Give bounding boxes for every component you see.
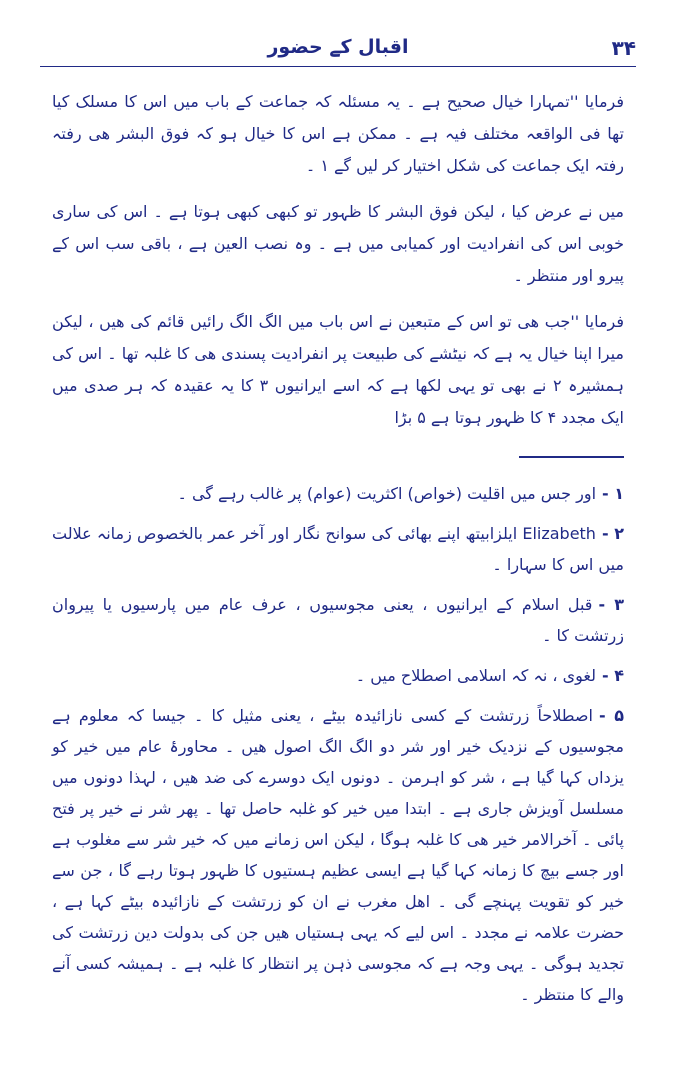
footnote-text: قبل اسلام کے ایرانیوں ، یعنی مجوسیوں ، عرف عام میں پارسیوں یا پیروان زرتشت کا ۔	[52, 595, 624, 645]
paragraph: میں نے عرض کیا ، لیکن فوق البشر کا ظہور تو کبھی کبھی ہوتا ہے ۔ اس کی ساری خوبی اس کی انفرادیت اور کمیابی میں ہے ۔ وہ نصب العین ہے ، باقی سب اس کے پیرو اور منتظر ۔	[52, 202, 624, 285]
footnote-text: Elizabeth ایلزابیتھ اپنے بھائی کی سوانح نگار اور آخر عمر بالخصوص زمانہ علالت میں اس کا سہارا ۔	[52, 524, 624, 574]
footnote-text: لغوی ، نہ کہ اسلامی اصطلاح میں ۔	[355, 666, 597, 685]
main-text	[52, 86, 624, 448]
footnote-number: ۲ -	[601, 524, 625, 543]
paragraph: فرمایا ''جب ھی تو اس کے متبعین نے اس باب میں الگ الگ رائیں قائم کی ھیں ، لیکن میرا اپنا خیال یہ ہے کہ نیٹشے کی طبیعت پر انفرادیت پسندی ھی کا غلبہ تھا ۔ اس کی ہمشیرہ ۲ نے بھی تو یہی لکھا ہے کہ اسے ایرانیوں ۳ کا یہ عقیدہ کہ ہر صدی میں ایک مجدد ۴ کا ظہور ہوتا ہے ۵ بڑا	[52, 312, 625, 427]
running-title: اقبال کے حضور	[267, 36, 409, 58]
page-number: ۳۴	[611, 36, 636, 60]
footnote-text: اور جس میں اقلیت (خواص) اکثریت (عوام) پر غالب رہے گی ۔	[177, 484, 597, 503]
footnote	[52, 518, 624, 580]
footnote	[52, 478, 624, 509]
footnote-number: ۵ -	[598, 706, 624, 725]
header-rule	[40, 66, 636, 67]
footnote-text: اصطلاحاً زرتشت کے کسی نازائیدہ بیٹے ، یعنی مثیل کا ۔ جیسا کہ معلوم ہے مجوسیوں کے نزدیک خیر اور شر دو الگ الگ اصول ھیں ۔ محاورۂ عام میں خیر کو یزداں کہا گیا ہے ، شر کو اہرمن ۔ دونوں ایک دوسرے کی ضد ھیں ، لہذا دونوں میں مسلسل آویزش جاری ہے ۔ ابتدا میں خیر کو غلبہ حاصل تھا ۔ پھر شر نے خیر پر فتح پائی ۔ آخرالامر خیر ھی کا غلبہ ہوگا ، لیکن اس زمانے میں کہ خیر شر سے مغلوب ہے اور جسے بیچ کا زمانہ کہا گیا ہے ایسی عظیم ہستیوں کا ظہور ہوتا رہے گا ، جن سے خیر کو تقویت پہنچے گی ۔ اھل مغرب نے ان کو زرتشت کے نازائیدہ بیٹے کہا ہے ، حضرت علامہ نے مجدد ۔ اس لیے کہ یہی ہستیاں ھیں جن کی بدولت دین زرتشت کی تجدید ہوگی ۔ یہی وجہ ہے کہ مجوسی ذہن پر انتظار کا غلبہ ہے ۔ ہمیشہ کسی آنے والے کا منتظر ۔	[52, 706, 624, 1004]
footnote	[52, 660, 624, 691]
footnote-number: ۳ -	[598, 595, 624, 614]
footnotes	[52, 478, 624, 1019]
footnote-number: ۴ -	[602, 666, 624, 685]
footnote	[52, 700, 624, 1010]
footnote	[52, 589, 624, 651]
footnote-number: ۱ -	[602, 484, 624, 503]
footnote-separator	[519, 456, 624, 458]
paragraph: فرمایا ''تمہارا خیال صحیح ہے ۔ یہ مسئلہ کہ جماعت کے باب میں اس کا مسلک کیا تھا فی الواقعہ مختلف فیہ ہے ۔ ممکن ہے اس کا خیال ہو کہ فوق البشر ھی رفتہ رفتہ ایک جماعت کی شکل اختیار کر لیں گے ۱ ۔	[52, 92, 624, 175]
page-header	[40, 36, 636, 66]
